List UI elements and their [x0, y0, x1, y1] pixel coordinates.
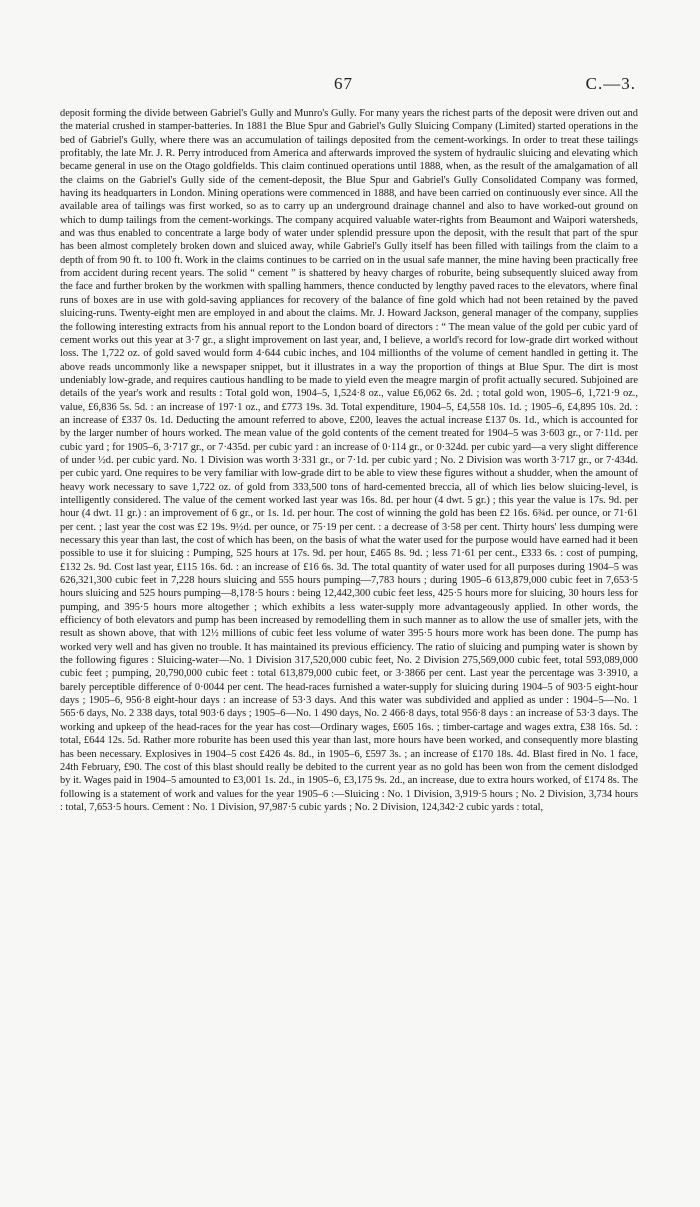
- page-header: [0, 74, 700, 96]
- document-reference: C.—3.: [585, 74, 636, 93]
- page-number: 67: [334, 74, 353, 93]
- body-paragraph: deposit forming the divide between Gabriel's Gully and Munro's Gully. For many years the richest parts of the deposit were driven out and the material crushed in stamper-batteries. In 1881 the Blue Spur and Gabriel's Gully Sluicing Company (Limited) started operations in the bed of Gabriel's Gully, where there was an accumulation of tailings deposited from the cement-workings. In order to treat these tailings profitably, the late Mr. J. R. Perry introduced from America and afterwards improved the system of hydraulic sluicing and elevating which became general in use on the Otago goldfields. This claim continued operations until 1888, when, as the result of the amalgamation of all the claims on the Gabriel's Gully side of the cement-deposit, the Blue Spur and Gabriel's Gully Consolidated Company was formed, having its headquarters in London. Mining operations were commenced in 1888, and have been carried on continuously ever since. All the available area of tailings was first worked, so as to carry up an underground drainage channel and also to have worked-out ground on which to dump tailings from the cement-workings. The company acquired valuable water-rights from Beaumont and Waipori watersheds, and was thus enabled to concentrate a large body of water under splendid pressure upon the deposit, with the result that part of the spur has been almost completely broken down and sluiced away, while Gabriel's Gully itself has been filled with tailings from the claim to a depth of from 90 ft. to 100 ft. Work in the claims continues to be carried on in the usual safe manner, the mine having been practically free from accident during recent years. The solid “ cement ” is shattered by heavy charges of roburite, being subsequently sluiced away from the face and further broken by the workmen with spalling hammers, thence conducted by lengthy paved races to the elevators, where final runs of boxes are in use with gold-saving appliances for recovery of the balance of fine gold which had not been retained by the paved sluicing-runs. Twenty-eight men are employed in and about the claims. Mr. J. Howard Jackson, general manager of the company, supplies the following interesting extracts from his annual report to the London board of directors : “ The mean value of the gold per cubic yard of cement works out this year at 3·7 gr., a slight improvement on last year, and, I believe, a world's record for low-grade dirt worked without loss. The 1,722 oz. of gold saved would form 4·644 cubic inches, and 104 millionths of the volume of cement handled in getting it. The above reads uncommonly like a newspaper snippet, but it illustrates in a way the proportion of things at Blue Spur. The dirt is most undeniably low-grade, and requires cautious handling to be made to yield even the meagre margin of profit actually secured. Subjoined are details of the year's work and results : Total gold won, 1904–5, 1,524·8 oz., value £6,062 6s. 2d. ; total gold won, 1905–6, 1,721·9 oz., value, £6,836 5s. 5d. : an increase of 197·1 oz., and £773 19s. 3d. Total expenditure, 1904–5, £4,558 10s. 1d. ; 1905–6, £4,895 10s. 2d. : an increase of £337 0s. 1d. Deducting the amount referred to above, £200, leaves the actual increase £137 0s. 1d., which is accounted for by the larger number of hours worked. The mean value of the gold contents of the cement treated for 1904–5 was 3·603 gr., or 7·11d. per cubic yard ; for 1905–6, 3·717 gr., or 7·435d. per cubic yard : an increase of 0·114 gr., or 0·324d. per cubic yard—a very slight difference of under ½d. per cubic yard. No. 1 Division was worth 3·331 gr., or 7·1d. per cubic yard ; No. 2 Division was worth 3·717 gr., or 7·434d. per cubic yard. One requires to be very familiar with low-grade dirt to be able to view these figures without a shudder, when the amount of heavy work necessary to save 1,722 oz. of gold from 333,500 tons of hard-cemented breccia, all of which lies below sluicing-level, is intelligently considered. The value of the cement worked last year was 16s. 8d. per hour (4 dwt. 5 gr.) ; this year the value is 17s. 9d. per hour (4 dwt. 11 gr.) : an improvement of 6 gr., or 1s. 1d. per hour. The cost of winning the gold has been £2 16s. 6¾d. per ounce, or 71·61 per cent. ; last year the cost was £2 19s. 9½d. per ounce, or 75·19 per cent. : a decrease of 3·58 per cent. Thirty hours' less dumping were necessary this year than last, the cost of which has been, on the basis of what the water used for the purpose would have earned had it been possible to use it for sluicing : Pumping, 525 hours at 17s. 9d. per hour, £465 8s. 9d. ; less 71·61 per cent., £333 6s. : cost of pumping, £132 2s. 9d. Cost last year, £115 16s. 6d. : an increase of £16 6s. 3d. The total quantity of water used for all purposes during 1904–5 was 626,321,300 cubic feet in 7,228 hours sluicing and 555 hours pumping—7,783 hours ; during 1905–6 613,879,000 cubic feet in 7,653·5 hours sluicing and 525 hours pumping—8,178·5 hours : being 12,442,300 cubic feet less, 425·5 hours more for sluicing, 30 hours less for pumping, and 395·5 hours more altogether ; which exhibits a less water-supply more advantageously applied. In other words, the efficiency of both elevators and pump has been increased by remodelling them in such manner as to allow the use of smaller jets, with the result as shown above, that with 12½ millions of cubic feet less volume of water 395·5 hours more work has been done. The pump has worked very well and has given no trouble. It has maintained its previous efficiency. The ratio of sluicing and pumping water is shown by the following figures : Sluicing-water—No. 1 Division 317,520,000 cubic feet, No. 2 Division 275,569,000 cubic feet, total 593,089,000 cubic feet ; pumping, 20,790,000 cubic feet : total 613,879,000 cubic feet, or 3·3866 per cent. Last year the percentage was 3·3910, a barely perceptible difference of 0·0044 per cent. The head-races furnished a water-supply for sluicing during 1904–5 of 903·5 eight-hour days ; 1905–6, 956·8 eight-hour days : an increase of 53·3 days. And this water was subdivided and applied as under : 1904–5—No. 1 565·6 days, No. 2 338 days, total 903·6 days ; 1905–6—No. 1 490 days, No. 2 466·8 days, total 956·8 days : an increase of 53·3 days. The working and upkeep of the head-races for the year has cost—Ordinary wages, £605 16s. ; timber-cartage and wages extra, £38 16s. 5d. : total, £644 12s. 5d. Rather more roburite has been used this year than last, more hours have been worked, and consequently more blasting has been necessary. Explosives in 1904–5 cost £426 4s. 8d., in 1905–6, £597 3s. ; an increase of £170 18s. 4d. Blast fired in No. 1 face, 24th February, £90. The cost of this blast should really be debited to the current year as no gold has been won from the cement dislodged by it. Wages paid in 1904–5 amounted to £3,001 1s. 2d., in 1905–6, £3,175 9s. 2d., an increase, due to extra hours worked, of £174 8s. The following is a statement of work and values for the year 1905–6 :—Sluicing : No. 1 Division, 3,919·5 hours ; No. 2 Division, 3,734 hours : total, 7,653·5 hours. Cement : No. 1 Division, 97,987·5 cubic yards ; No. 2 Division, 124,342·2 cubic yards : total,: [60, 108, 638, 813]
